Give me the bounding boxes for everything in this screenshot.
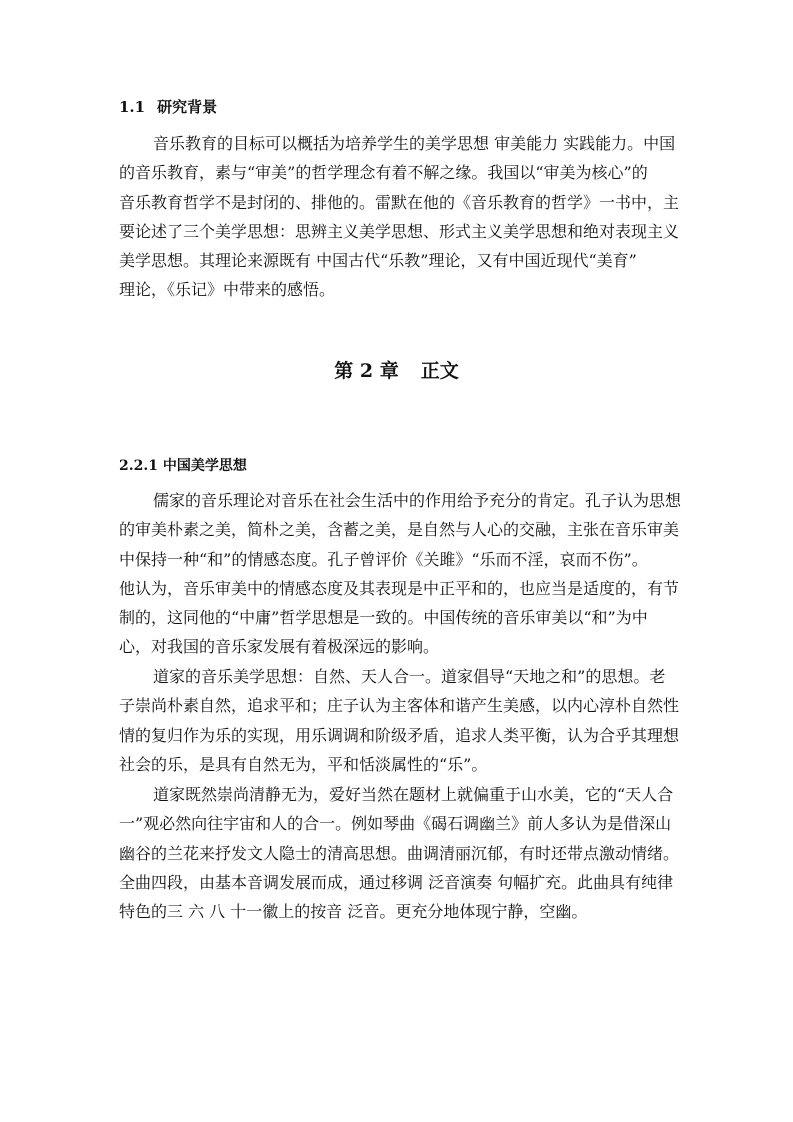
text-line: 音乐教育的目标可以概括为培养学生的美学思想 审美能力 实践能力。中国 xyxy=(153,134,676,153)
chapter-heading xyxy=(0,358,793,384)
paragraph-daoist-landscape xyxy=(119,780,679,926)
text-line: 他认为，音乐审美中的情感态度及其表现是中正平和的，也应当是适度的，有节 xyxy=(119,578,680,598)
paragraph-daoist-aesthetics xyxy=(119,662,679,779)
text-line: 一”观必然向往宇宙和人的合一。例如琴曲《碣石调幽兰》前人多认为是借深山 xyxy=(119,814,672,834)
section-title: 中国美学思想 xyxy=(162,458,247,474)
text-line: 儒家的音乐理论对音乐在社会生活中的作用给予充分的肯定。孔子认为思想 xyxy=(153,491,682,510)
section-heading-2-2-1 xyxy=(119,456,247,476)
section-number: 2.2.1 xyxy=(119,458,158,474)
chapter-title: 正文 xyxy=(420,360,459,382)
text-line: 道家的音乐美学思想：自然、天人合一。道家倡导“天地之和”的思想。老 xyxy=(153,667,666,686)
text-line: 幽谷的兰花来抒发文人隐士的清高思想。曲调清丽沉郁，有时还带点激动情绪。 xyxy=(119,843,680,863)
section-title: 研究背景 xyxy=(157,98,218,116)
chapter-label: 第 2 章 xyxy=(334,360,399,382)
text-line: 情的复归作为乐的实现，用乐调调和阶级矛盾，追求人类平衡，认为合乎其理想 xyxy=(119,725,680,745)
section-number: 1.1 xyxy=(119,98,146,116)
text-line: 的音乐教育，素与“审美”的哲学理念有着不解之缘。我国以“审美为核心”的 xyxy=(119,163,648,183)
text-line: 子崇尚朴素自然，追求平和；庄子认为主客体和谐产生美感，以内心淳朴自然性 xyxy=(119,696,680,716)
section-heading-1-1 xyxy=(119,97,217,117)
text-line: 美学思想。其理论来源既有 中国古代“乐教”理论，又有中国近现代“美育” xyxy=(119,251,637,271)
text-line: 制的，这同他的“中庸”哲学思想是一致的。中国传统的音乐审美以“和”为中 xyxy=(119,608,648,628)
text-line: 理论，《乐记》中带来的感悟。 xyxy=(119,280,336,300)
text-line: 要论述了三个美学思想：思辨主义美学思想、形式主义美学思想和绝对表现主义 xyxy=(119,221,680,241)
paragraph-confucian xyxy=(119,486,682,662)
text-line: 的审美朴素之美，简朴之美，含蓄之美，是自然与人心的交融，主张在音乐审美 xyxy=(119,520,680,540)
text-line: 道家既然崇尚清静无为，爱好当然在题材上就偏重于山水美，它的“天人合 xyxy=(153,785,674,804)
text-line: 中保持一种“和”的情感态度。孔子曾评价《关雎》“乐而不淫，哀而不伤”。 xyxy=(119,549,648,569)
text-line: 音乐教育哲学不是封闭的、排他的。雷默在他的《音乐教育的哲学》一书中，主 xyxy=(119,192,680,212)
text-line: 社会的乐，是具有自然无为，平和恬淡属性的“乐”。 xyxy=(119,754,488,774)
text-line: 心，对我国的音乐家发展有着极深远的影响。 xyxy=(119,637,440,657)
paragraph-research-background xyxy=(119,129,679,305)
text-line: 全曲四段，由基本音调发展而成，通过移调 泛音演奏 句幅扩充。此曲具有纯律 xyxy=(119,872,674,892)
text-line: 特色的三 六 八 十一徽上的按音 泛音。更充分地体现宁静，空幽。 xyxy=(119,902,588,922)
